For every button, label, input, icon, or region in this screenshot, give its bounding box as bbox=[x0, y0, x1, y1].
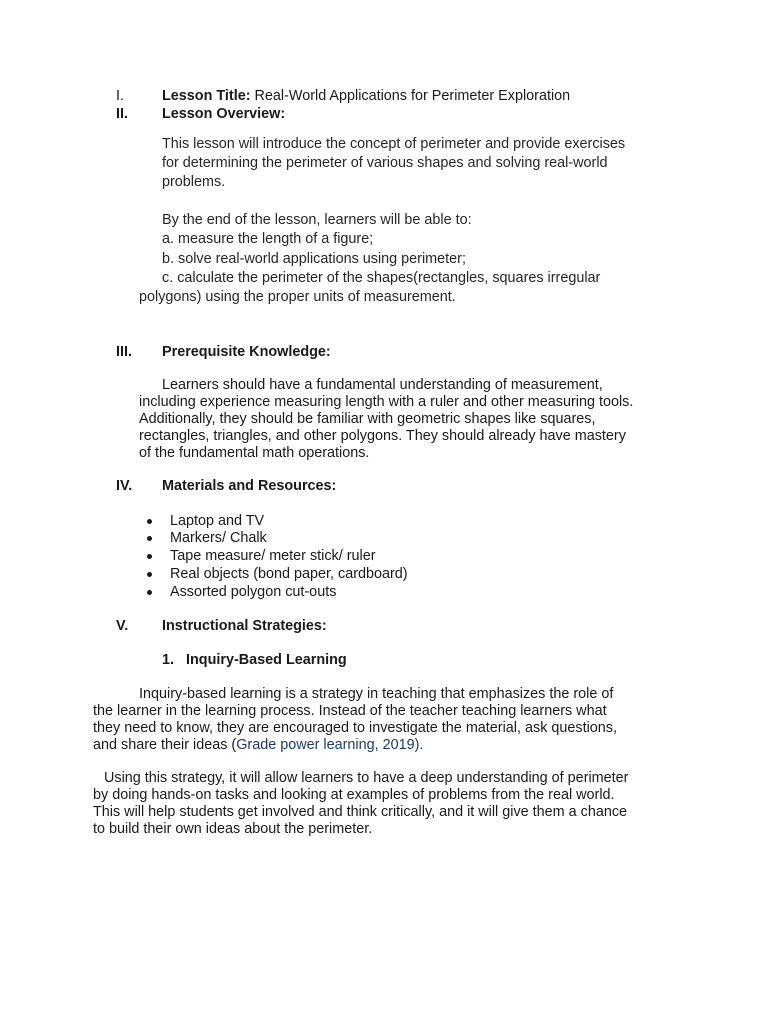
lesson-title-value: Real-World Applications for Perimeter Exploration bbox=[250, 88, 571, 104]
lesson-title-label: Lesson Title: bbox=[162, 88, 251, 104]
strategy-paragraph-2-line-4: to build their own ideas about the perimeter. bbox=[93, 821, 373, 837]
prerequisite-line-1: Learners should have a fundamental understanding of measurement, bbox=[162, 377, 603, 393]
lesson-title-line bbox=[162, 88, 570, 105]
section-numeral-3: III. bbox=[116, 344, 132, 360]
materials-heading: Materials and Resources: bbox=[162, 478, 337, 494]
citation-link[interactable]: Grade power learning, 2019). bbox=[236, 737, 424, 753]
strategy-paragraph-2-line-1: Using this strategy, it will allow learners to have a deep understanding of perimeter bbox=[104, 770, 629, 786]
materials-item-1: Laptop and TV bbox=[170, 513, 265, 529]
objective-c-continuation: polygons) using the proper units of measurement. bbox=[139, 289, 456, 305]
bullet-icon bbox=[147, 519, 152, 524]
prerequisite-line-2: including experience measuring length with a ruler and other measuring tools. bbox=[139, 394, 634, 410]
objective-b: b. solve real-world applications using perimeter; bbox=[162, 251, 466, 267]
bullet-icon bbox=[147, 554, 152, 559]
section-numeral-4: IV. bbox=[116, 478, 133, 494]
section-numeral-1: I. bbox=[116, 88, 124, 104]
overview-intro-line-1: This lesson will introduce the concept of perimeter and provide exercises bbox=[162, 136, 626, 152]
bullet-icon bbox=[147, 590, 152, 595]
materials-item-5: Assorted polygon cut-outs bbox=[170, 584, 337, 600]
strategy-paragraph-2-line-2: by doing hands-on tasks and looking at examples of problems from the real world. bbox=[93, 787, 615, 803]
bullet-icon bbox=[147, 536, 152, 541]
section-numeral-2: II. bbox=[116, 106, 128, 122]
strategy-paragraph-1-line-1: Inquiry-based learning is a strategy in teaching that emphasizes the role of bbox=[139, 686, 614, 702]
strategy-paragraph-1-prefix: and share their ideas ( bbox=[93, 737, 237, 753]
strategy-paragraph-1-line-4 bbox=[93, 737, 423, 754]
prerequisite-line-4: rectangles, triangles, and other polygons. They should already have mastery bbox=[139, 428, 626, 444]
objective-a: a. measure the length of a figure; bbox=[162, 231, 374, 247]
materials-item-4: Real objects (bond paper, cardboard) bbox=[170, 566, 408, 582]
prerequisite-heading: Prerequisite Knowledge: bbox=[162, 344, 331, 360]
strategy-paragraph-1-line-3: they need to know, they are encouraged to investigate the material, ask questions, bbox=[93, 720, 617, 736]
strategy-paragraph-2-line-3: This will help students get involved and think critically, and it will give them a chance bbox=[93, 804, 628, 820]
sub-heading-number: 1. bbox=[162, 652, 175, 668]
strategies-heading: Instructional Strategies: bbox=[162, 618, 327, 634]
materials-item-2: Markers/ Chalk bbox=[170, 530, 267, 546]
bullet-icon bbox=[147, 572, 152, 577]
prerequisite-line-3: Additionally, they should be familiar with geometric shapes like squares, bbox=[139, 411, 596, 427]
materials-item-3: Tape measure/ meter stick/ ruler bbox=[170, 548, 376, 564]
overview-intro-line-2: for determining the perimeter of various shapes and solving real-world bbox=[162, 155, 608, 171]
section-numeral-5: V. bbox=[116, 618, 129, 634]
overview-intro-line-3: problems. bbox=[162, 174, 226, 190]
objective-c: c. calculate the perimeter of the shapes(rectangles, squares irregular bbox=[162, 270, 601, 286]
inquiry-based-learning-heading: Inquiry-Based Learning bbox=[186, 652, 347, 668]
prerequisite-line-5: of the fundamental math operations. bbox=[139, 445, 370, 461]
objectives-lead: By the end of the lesson, learners will be able to: bbox=[162, 212, 472, 228]
strategy-paragraph-1-line-2: the learner in the learning process. Instead of the teacher teaching learners what bbox=[93, 703, 607, 719]
lesson-overview-heading: Lesson Overview: bbox=[162, 106, 286, 122]
